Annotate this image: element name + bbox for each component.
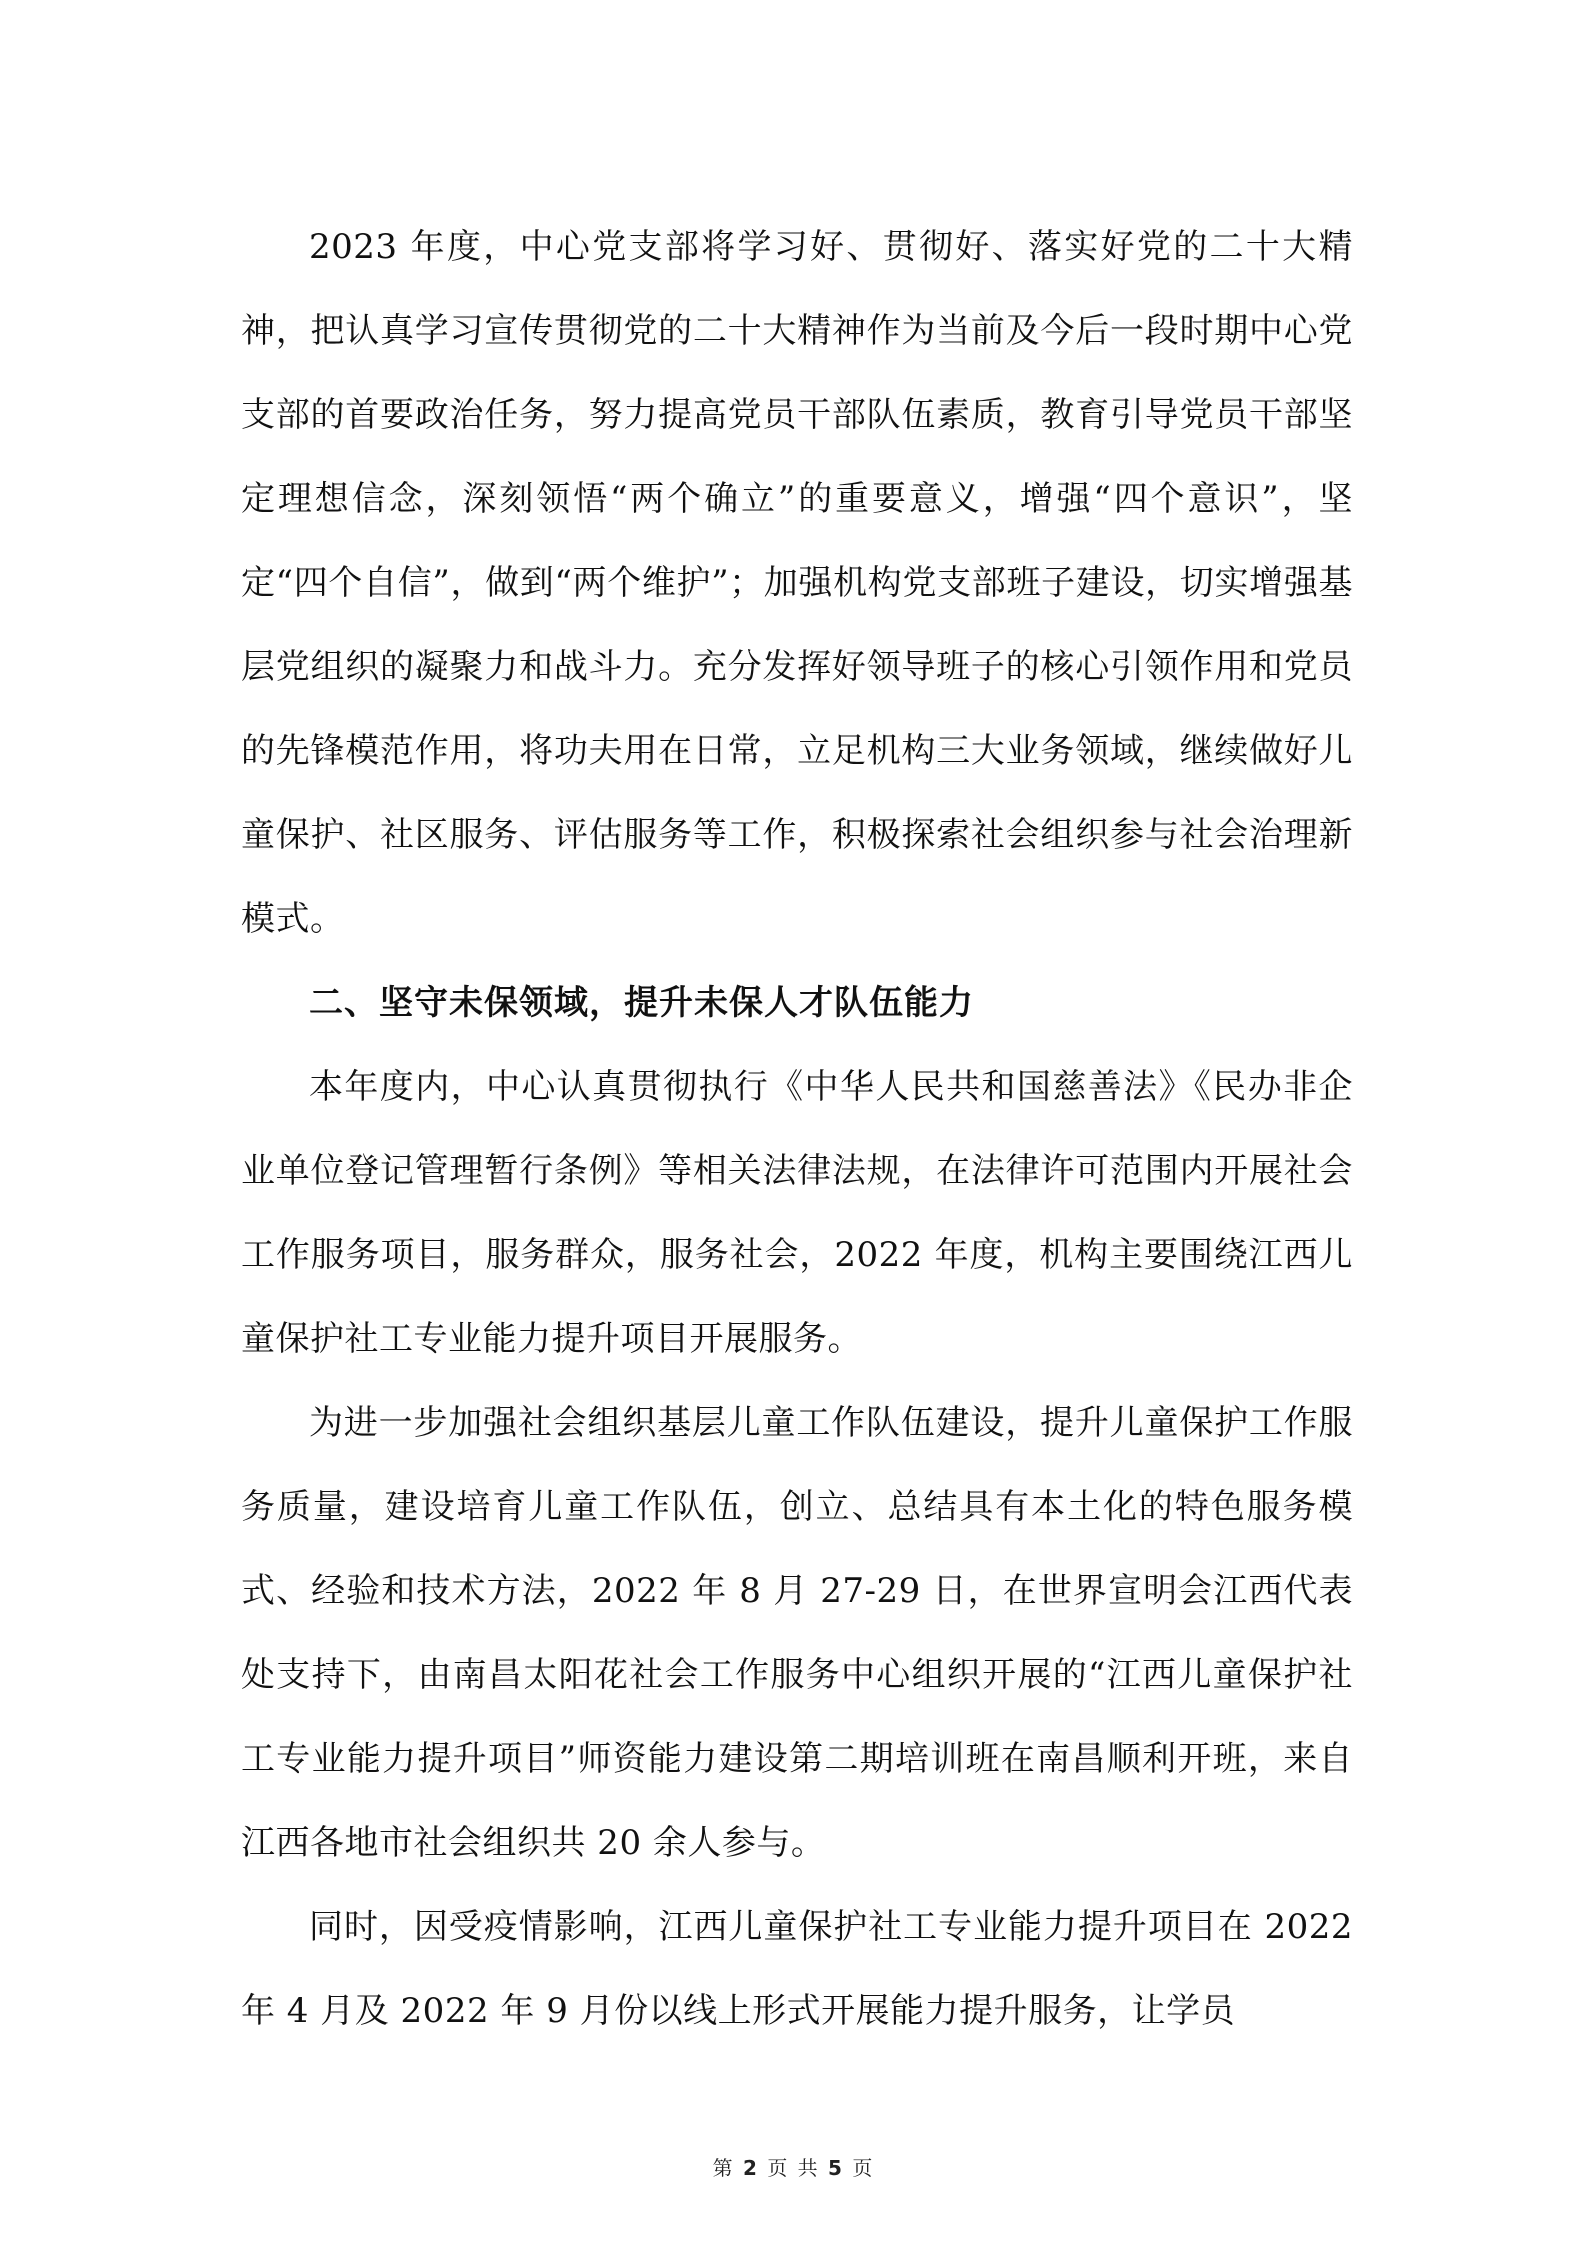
paragraph-party-branch: 2023 年度，中心党支部将学习好、贯彻好、落实好党的二十大精神，把认真学习宣传贯彻党的二十大精神作为当前及今后一段时期中心党支部的首要政治任务，努力提高党员干部队伍素质，教育引导党员干部坚定理想信念，深刻领悟“两个确立”的重要意义，增强“四个意识”，坚定“四个自信”，做到“两个维护”；加强机构党支部班子建设，切实增强基层党组织的凝聚力和战斗力。充分发挥好领导班子的核心引领作用和党员的先锋模范作用，将功夫用在日常，立足机构三大业务领域，继续做好儿童保护、社区服务、评估服务等工作，积极探索社会组织参与社会治理新模式。 (241, 227, 1353, 939)
document-body (241, 205, 1353, 2053)
footer-suffix: 页 (852, 2156, 875, 2180)
current-page-number: 2 (743, 2156, 759, 2180)
paragraph-training-program: 为进一步加强社会组织基层儿童工作队伍建设，提升儿童保护工作服务质量，建设培育儿童工作队伍，创立、总结具有本土化的特色服务模式、经验和技术方法，2022 年 8 月 27-29 日，在世界宣明会江西代表处支持下，由南昌太阳花社会工作服务中心组织开展的“江西儿童保护社工专业能力提升项目”师资能力建设第二期培训班在南昌顺利开班，来自江西各地市社会组织共 20 余人参与。 (241, 1403, 1353, 1863)
section-heading: 二、坚守未保领域，提升未保人才队伍能力 (309, 983, 974, 1023)
paragraph-online-services: 同时，因受疫情影响，江西儿童保护社工专业能力提升项目在 2022 年 4 月及 2022 年 9 月份以线上形式开展能力提升服务，让学员 (241, 1907, 1353, 2031)
footer-prefix: 第 (712, 2156, 735, 2180)
paragraph-laws-compliance: 本年度内，中心认真贯彻执行《中华人民共和国慈善法》《民办非企业单位登记管理暂行条例》等相关法律法规，在法律许可范围内开展社会工作服务项目，服务群众，服务社会，2022 年度，机构主要围绕江西儿童保护社工专业能力提升项目开展服务。 (241, 1067, 1353, 1359)
footer-middle: 页 共 (767, 2156, 820, 2180)
page-footer (0, 2152, 1587, 2181)
total-page-number: 5 (828, 2156, 844, 2180)
